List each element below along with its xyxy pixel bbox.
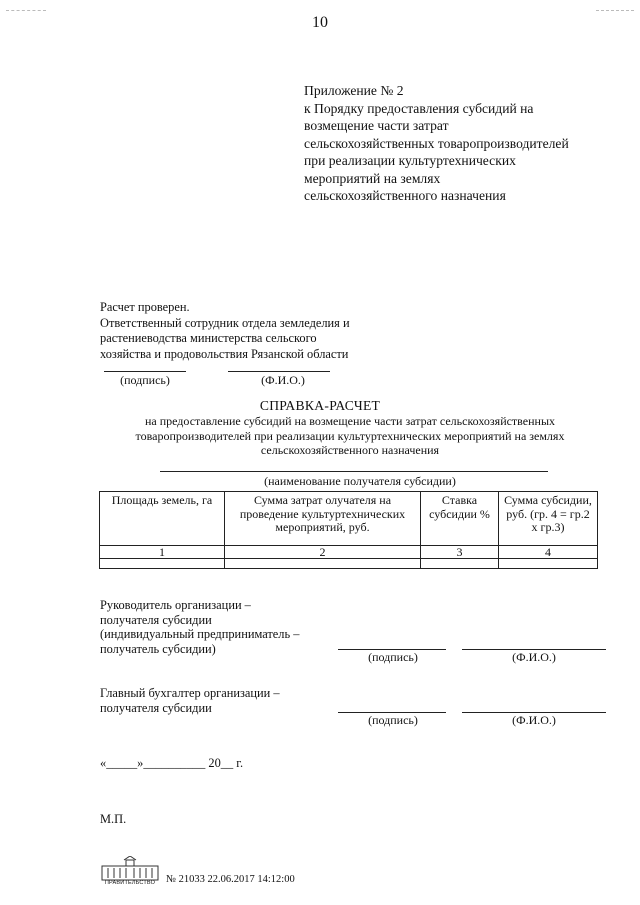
document-subtitle <box>90 414 610 458</box>
page-number: 10 <box>312 14 328 31</box>
table-header-row <box>100 492 598 546</box>
column-number-cell: 1 <box>100 546 225 559</box>
scan-edge-mark <box>6 10 46 11</box>
appendix-line: возмещение части затрат <box>304 118 449 133</box>
appendix-line: при реализации культуртехнических <box>304 153 516 168</box>
document-registration-stamp: № 21033 22.06.2017 14:12:00 <box>166 874 295 885</box>
head-line: Руководитель организации – <box>100 598 251 612</box>
table-cell <box>421 559 499 569</box>
appendix-line: к Порядку предоставления субсидий на <box>304 100 534 116</box>
column-number-cell: 4 <box>499 546 598 559</box>
date-line: «_____»__________ 20__ г. <box>100 756 244 770</box>
column-number-cell: 3 <box>421 546 499 559</box>
subtitle-line: товаропроизводителей при реализации культуртехнических мероприятий на землях <box>135 428 565 443</box>
verification-block <box>100 300 400 362</box>
seal-placeholder: М.П. <box>100 812 127 826</box>
head-signature-caption: (подпись) <box>368 650 418 664</box>
subtitle-line: сельскохозяйственного назначения <box>260 443 440 457</box>
scan-edge-mark <box>596 10 634 11</box>
verifier-name-line <box>228 371 330 372</box>
appendix-line: мероприятий на землях <box>304 170 441 186</box>
table-header-cell: Площадь земель, га <box>100 492 225 546</box>
appendix-line: сельскохозяйственного назначения <box>304 188 506 203</box>
verifier-signature-caption: (подпись) <box>120 373 170 387</box>
head-line: (индивидуальный предприниматель – <box>100 627 300 641</box>
table-header-cell: Сумма затрат олучателя на проведение культуртехнических мероприятий, руб. <box>225 492 421 546</box>
accountant-name-caption: (Ф.И.О.) <box>512 713 556 727</box>
table-row <box>100 559 598 569</box>
appendix-header <box>304 82 604 205</box>
recipient-name-line <box>160 471 548 472</box>
subsidy-table <box>99 491 598 569</box>
table-cell <box>225 559 421 569</box>
verification-line: Ответственный сотрудник отдела земледелия и <box>100 315 350 330</box>
recipient-caption: (наименование получателя субсидии) <box>264 474 456 488</box>
verifier-name-caption: (Ф.И.О.) <box>261 373 305 387</box>
head-line: получателя субсидии <box>100 612 212 627</box>
accountant-signature-caption: (подпись) <box>368 713 418 727</box>
table-header-cell: Ставка субсидии % <box>421 492 499 546</box>
accountant-block <box>100 686 280 715</box>
appendix-line: сельскохозяйственных товаропроизводителей <box>304 135 569 151</box>
verification-line: Расчет проверен. <box>100 300 190 314</box>
table-cell <box>100 559 225 569</box>
table-cell <box>499 559 598 569</box>
head-block <box>100 598 299 656</box>
verification-line: хозяйства и продовольствия Рязанской области <box>100 346 349 361</box>
head-name-caption: (Ф.И.О.) <box>512 650 556 664</box>
verification-line: растениеводства министерства сельского <box>100 331 317 345</box>
stamp-caption: ПРАВИТЕЛЬСТВО <box>104 880 156 886</box>
head-line: получатель субсидии) <box>100 641 216 656</box>
table-header-cell: Сумма субсидии, руб. (гр. 4 = гр.2 х гр.3) <box>499 492 598 546</box>
appendix-line: Приложение № 2 <box>304 83 404 98</box>
accountant-line: Главный бухгалтер организации – <box>100 686 280 700</box>
column-number-cell: 2 <box>225 546 421 559</box>
verifier-signature-line <box>104 371 186 372</box>
subtitle-line: на предоставление субсидий на возмещение части затрат сельскохозяйственных <box>144 414 556 428</box>
document-title: СПРАВКА-РАСЧЕТ <box>259 398 381 413</box>
table-number-row <box>100 546 598 559</box>
accountant-line: получателя субсидии <box>100 700 212 715</box>
